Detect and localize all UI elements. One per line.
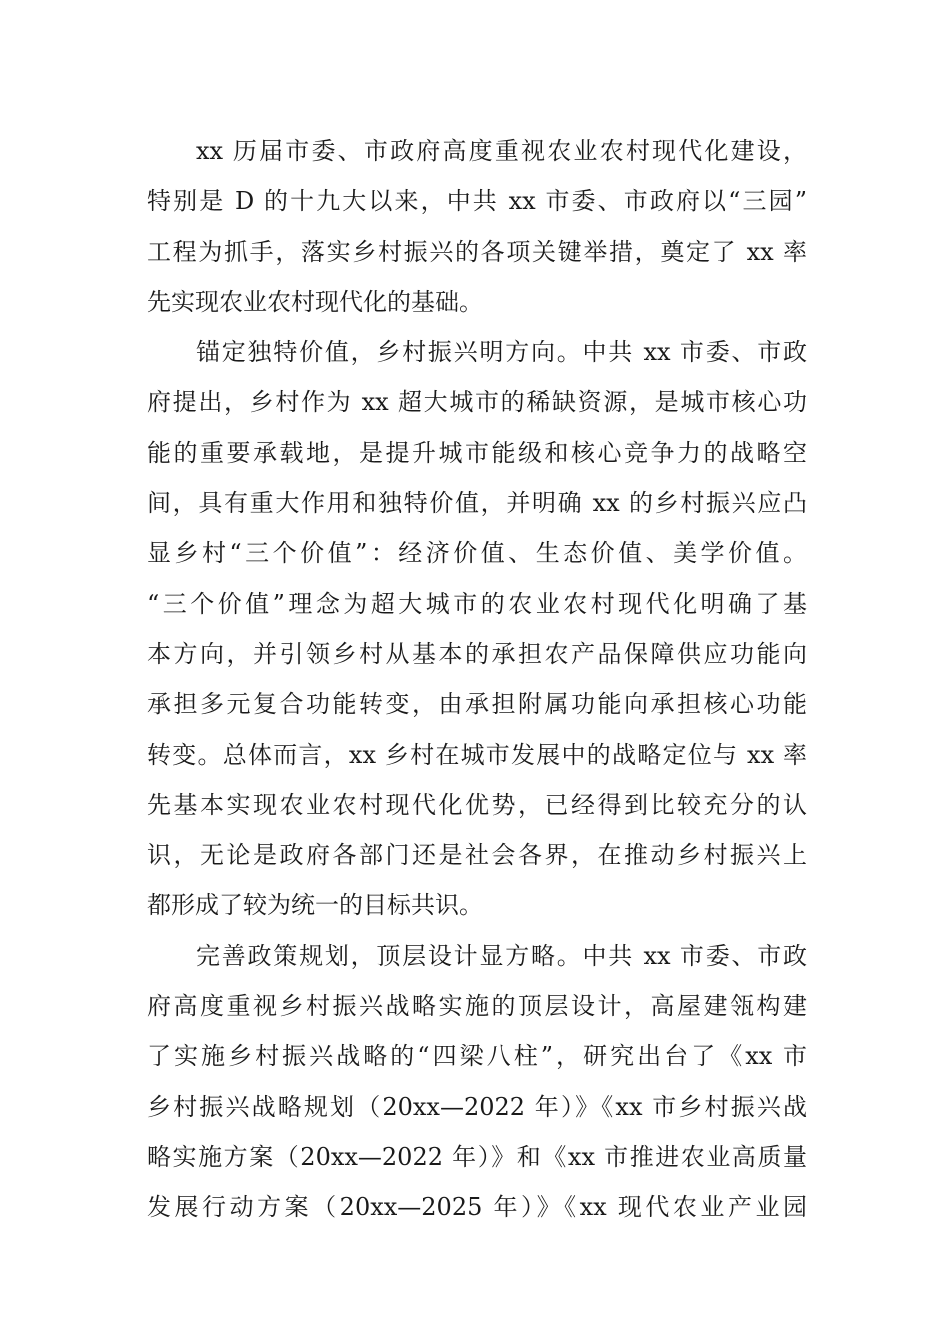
paragraph-2-line-4: 间，具有重大作用和独特价值，并明确 xx 的乡村振兴应凸 xyxy=(147,489,807,518)
paragraph-2-line-11: 识，无论是政府各部门还是社会各界，在推动乡村振兴上 xyxy=(147,841,807,870)
paragraph-2-line-3: 能的重要承载地，是提升城市能级和核心竞争力的战略空 xyxy=(147,438,807,467)
paragraph-2-line-10: 先基本实现农业农村现代化优势，已经得到比较充分的认 xyxy=(147,790,807,819)
paragraph-3-line-2: 府高度重视乡村振兴战略实施的顶层设计，高屋建瓴构建 xyxy=(147,992,807,1021)
paragraph-3-line-3: 了实施乡村振兴战略的“四梁八柱”，研究出台了《xx 市 xyxy=(147,1042,807,1071)
paragraph-3-line-6: 发展行动方案（20xx—2025 年）》《xx 现代农业产业园 xyxy=(147,1193,807,1222)
paragraph-2-line-1: 锚定独特价值，乡村振兴明方向。中共 xx 市委、市政 xyxy=(196,338,807,367)
paragraph-3-line-5: 略实施方案（20xx—2022 年）》和《xx 市推进农业高质量 xyxy=(147,1142,807,1171)
paragraph-2-line-9: 转变。总体而言，xx 乡村在城市发展中的战略定位与 xx 率 xyxy=(147,740,807,769)
paragraph-1-line-4: 先实现农业农村现代化的基础。 xyxy=(147,287,483,316)
paragraph-2-line-8: 承担多元复合功能转变，由承担附属功能向承担核心功能 xyxy=(147,690,807,719)
body-text xyxy=(147,126,807,1233)
paragraph-2-line-6: “三个价值”理念为超大城市的农业农村现代化明确了基 xyxy=(147,589,807,618)
paragraph-2-line-12: 都形成了较为统一的目标共识。 xyxy=(147,891,483,920)
paragraph-2-line-2: 府提出，乡村作为 xx 超大城市的稀缺资源，是城市核心功 xyxy=(147,388,807,417)
paragraph-3-line-4: 乡村振兴战略规划（20xx—2022 年）》《xx 市乡村振兴战 xyxy=(147,1092,807,1121)
paragraph-1-line-3: 工程为抓手，落实乡村振兴的各项关键举措，奠定了 xx 率 xyxy=(147,237,807,266)
paragraph-1-line-1: xx 历届市委、市政府高度重视农业农村现代化建设， xyxy=(196,137,807,165)
paragraph-2-line-5: 显乡村“三个价值”：经济价值、生态价值、美学价值。 xyxy=(147,539,807,568)
paragraph-2-line-7: 本方向，并引领乡村从基本的承担农产品保障供应功能向 xyxy=(147,639,807,668)
paragraph-3-line-1: 完善政策规划，顶层设计显方略。中共 xx 市委、市政 xyxy=(196,941,807,970)
paragraph-1-line-2: 特别是 D 的十九大以来，中共 xx 市委、市政府以“三园” xyxy=(147,187,807,216)
